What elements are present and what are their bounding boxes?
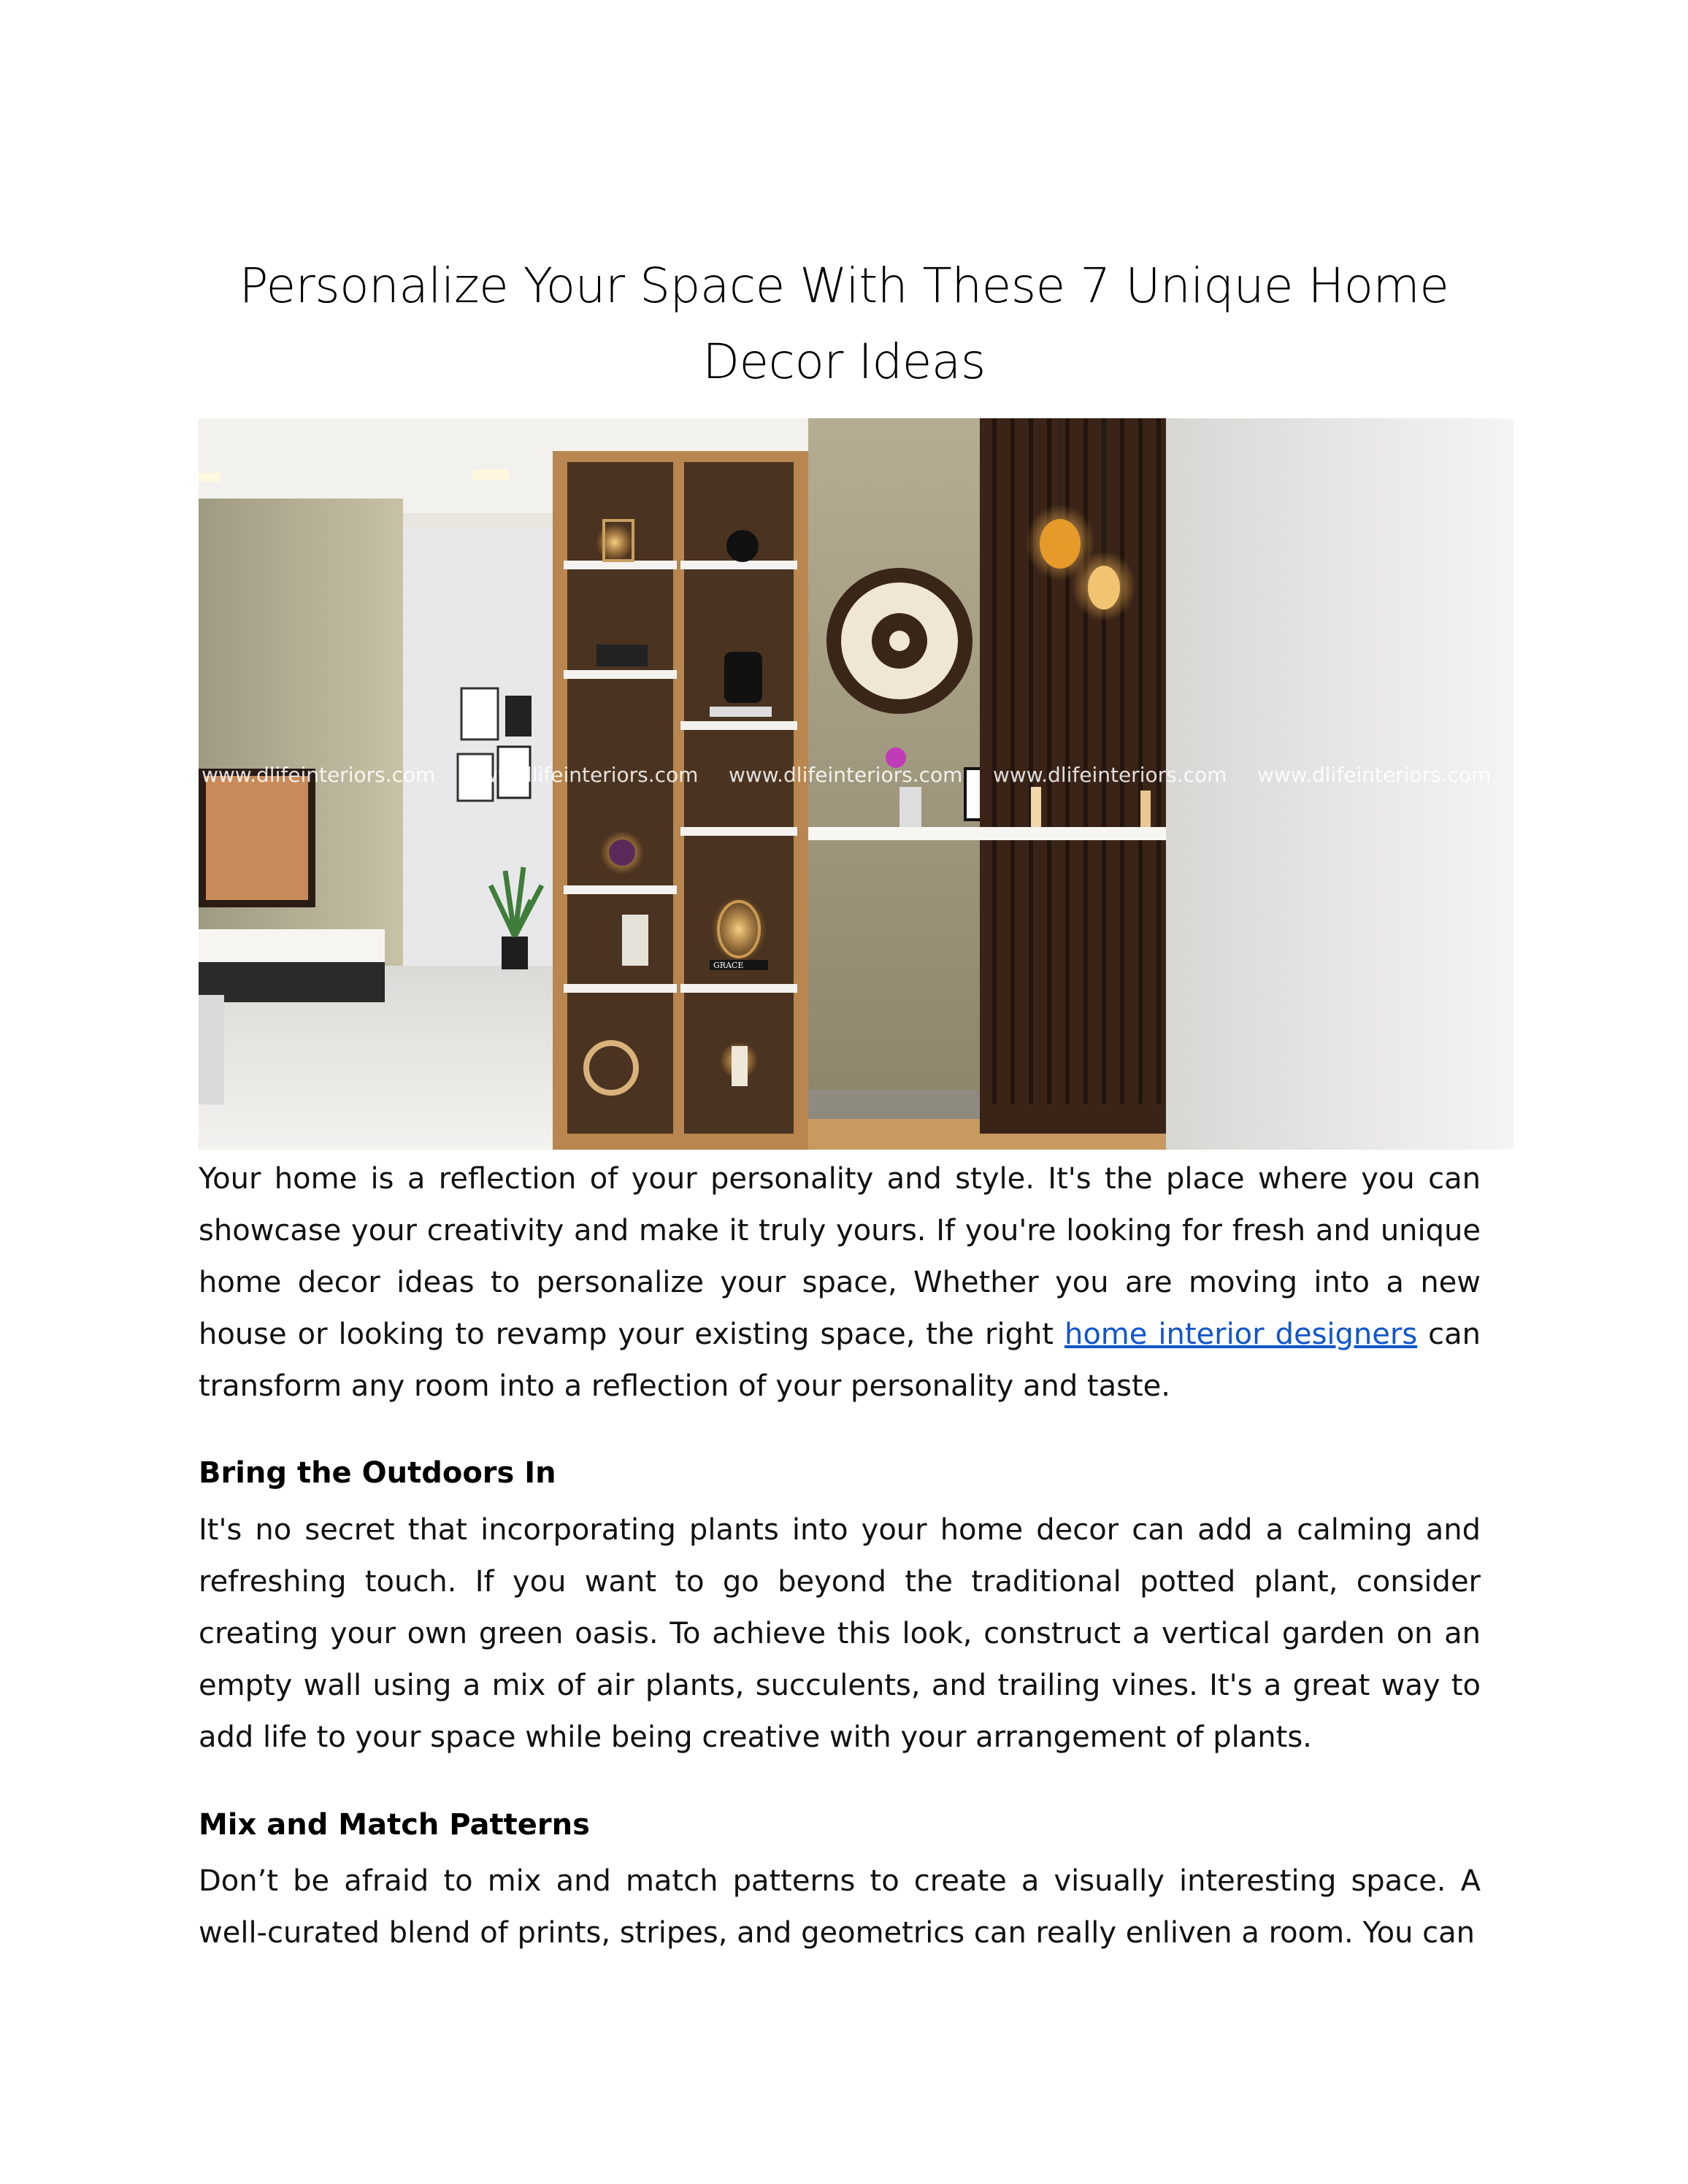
watermark-2: www.dlifeinteriors.com [464,763,699,787]
intro-paragraph [199,1153,1481,1412]
section-heading-outdoors: Bring the Outdoors In [199,1456,556,1490]
page-title: Personalize Your Space With These 7 Unique Home Decor Ideas [239,258,1449,390]
book-label-grace: GRACE [713,961,744,970]
watermark-5: www.dlifeinteriors.com [1257,763,1492,787]
watermark-4: www.dlifeinteriors.com [993,763,1227,787]
section-heading-patterns: Mix and Match Patterns [199,1808,590,1842]
watermark-3: www.dlifeinteriors.com [729,763,963,787]
watermark-1: www.dlifeinteriors.com [202,763,436,787]
intro-text-after-link: can transform any room into a reflection of your personality and taste. [199,1318,1481,1403]
intro-text-before-link: Your home is a reflection of your personality and style. It's the place where you can showcase your creativity and make it truly yours. If you're looking for fresh and unique home decor ideas to personalize your space, Whether you are moving into a new house or looking to revamp your existing space, the right [199,1162,1481,1351]
interior-photo [199,418,1514,1150]
hero-image [199,418,1514,1150]
home-interior-designers-link[interactable]: home interior designers [1064,1318,1418,1351]
section-body-patterns: Don’t be afraid to mix and match patterns to create a visually interesting space. A well-curated blend of prints, stripes, and geometrics can really enliven a room. You can [199,1864,1481,1950]
section-body-outdoors: It's no secret that incorporating plants into your home decor can add a calming and refreshing touch. If you want to go beyond the traditional potted plant, consider creating your own green oasis. To achieve this look, construct a vertical garden on an empty wall using a mix of air plants, succulents, and trailing vines. It's a great way to add life to your space while being creative with your arrangement of plants. [199,1513,1481,1754]
